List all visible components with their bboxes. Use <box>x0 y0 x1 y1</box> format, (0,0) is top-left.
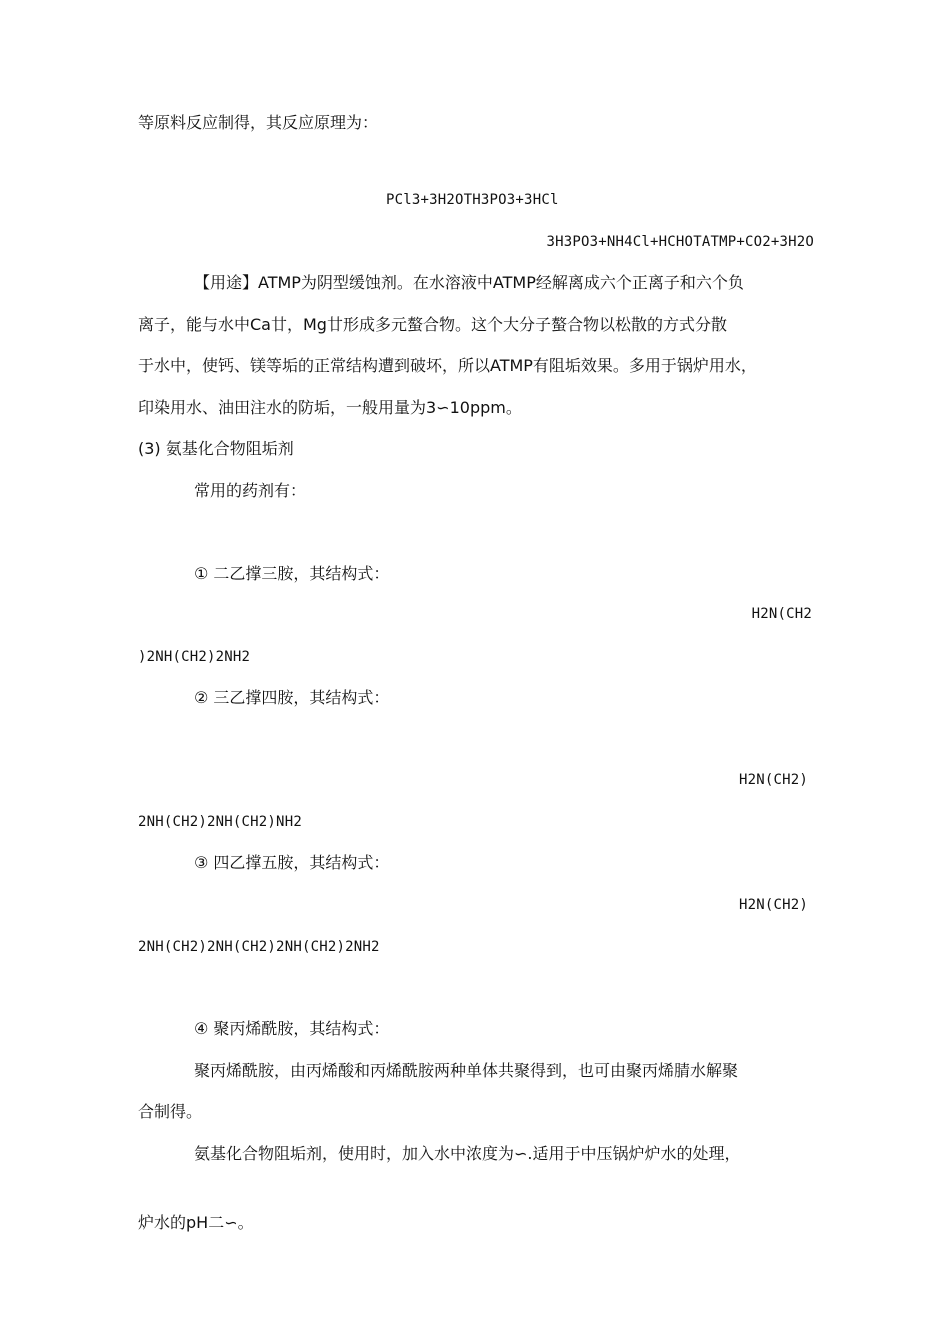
list-item: ③ 四乙撑五胺，其结构式： <box>194 853 390 872</box>
structural-formula: 2NH(CH2)2NH(CH2)NH2 <box>138 814 302 830</box>
usage-paragraph-line: 于水中，使钙、镁等垢的正常结构遭到破坏，所以ATMP有阻垢效果。多用于锅炉用水， <box>138 356 757 375</box>
usage-paragraph-line: 印染用水、油田注水的防垢，一般用量为3∽10ppm。 <box>138 398 522 417</box>
paragraph-line: 氨基化合物阻垢剂，使用时，加入水中浓度为∽.适用于中压锅炉炉水的处理， <box>194 1144 741 1163</box>
text-line: 常用的药剂有： <box>194 481 307 500</box>
usage-paragraph-line: 离子，能与水中Ca廿，Mg廿形成多元螯合物。这个大分子螯合物以松散的方式分散 <box>138 315 727 334</box>
structural-formula: H2N(CH2) <box>738 772 808 788</box>
structural-formula: 2NH(CH2)2NH(CH2)2NH(CH2)2NH2 <box>138 939 380 955</box>
reaction-formula-1: PCl3+3H2OTH3PO3+3HCl <box>386 192 559 208</box>
list-item: ② 三乙撑四胺，其结构式： <box>194 688 390 707</box>
paragraph-line: 聚丙烯酰胺，由丙烯酸和丙烯酰胺两种单体共聚得到，也可由聚丙烯腈水解聚 <box>194 1061 739 1080</box>
list-item: ① 二乙撑三胺，其结构式： <box>194 564 390 583</box>
structural-formula: )2NH(CH2)2NH2 <box>138 649 251 665</box>
paragraph-line: 炉水的pH二∽。 <box>138 1213 254 1232</box>
paragraph-line: 合制得。 <box>138 1102 203 1121</box>
section-heading: (3) 氨基化合物阻垢剂 <box>138 439 294 458</box>
structural-formula: H2N(CH2 <box>751 606 812 622</box>
structural-formula: H2N(CH2) <box>738 897 808 913</box>
text-line: 等原料反应制得，其反应原理为： <box>138 113 379 132</box>
usage-paragraph-line: 【用途】ATMP为阴型缓蚀剂。在水溶液中ATMP经解离成六个正离子和六个负 <box>194 273 744 292</box>
reaction-formula-2: 3H3PO3+NH4Cl+HCHOTATMP+CO2+3H2O <box>546 234 814 250</box>
list-item: ④ 聚丙烯酰胺，其结构式： <box>194 1019 390 1038</box>
